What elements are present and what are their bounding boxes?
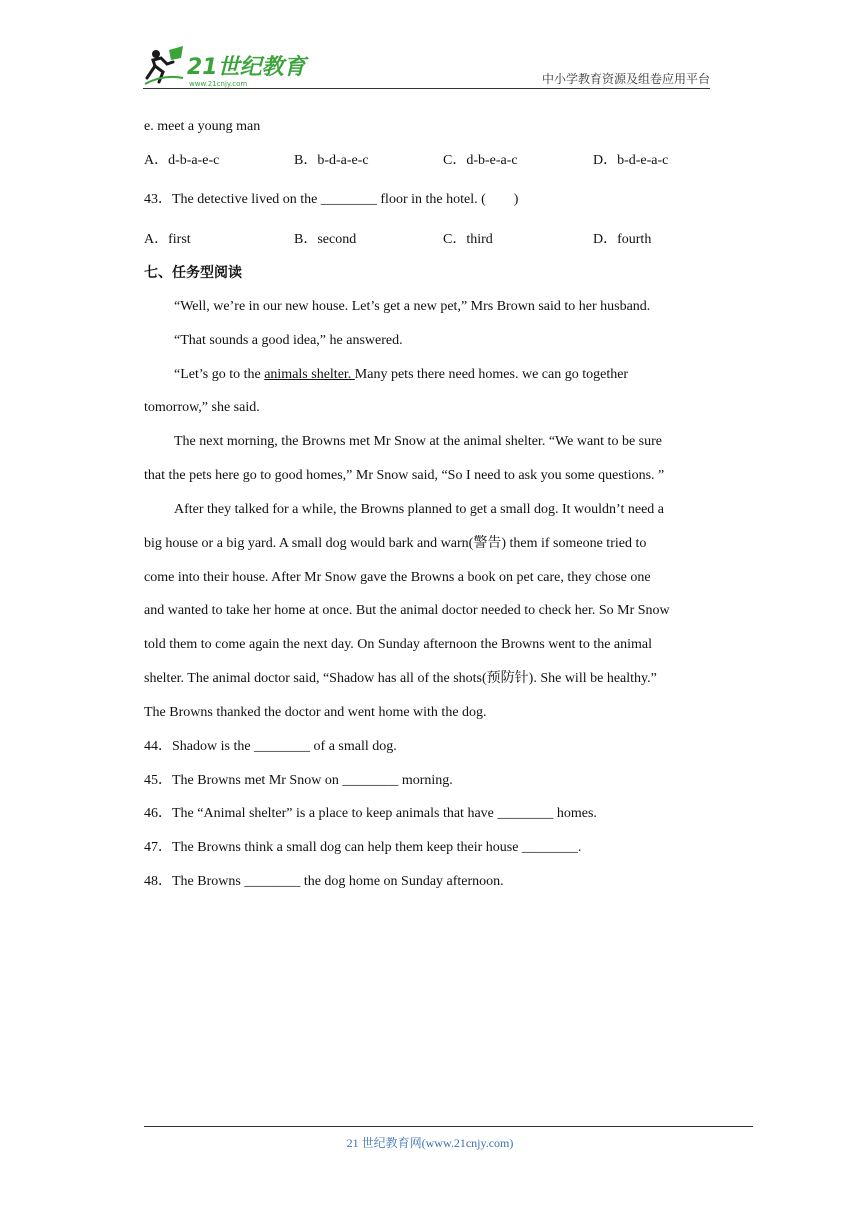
passage-line: big house or a big yard. A small dog would bark and warn(警告) them if someone tried to: [144, 536, 647, 551]
q43-option-a: A．first: [144, 232, 191, 247]
q42-option-d: D．b-d-e-a-c: [593, 153, 669, 168]
q43-stem: 43．The detective lived on the ________ floor in the hotel. ( ): [144, 192, 519, 207]
footer-link[interactable]: 21 世纪教育网(www.21cnjy.com): [346, 1136, 514, 1150]
q43-option-c: C．third: [443, 232, 493, 247]
question-45: 45．The Browns met Mr Snow on ________ morning.: [144, 773, 453, 788]
section-title: 七、任务型阅读: [144, 265, 242, 281]
q42-option-c: C．d-b-e-a-c: [443, 153, 518, 168]
passage-line: that the pets here go to good homes,” Mr Snow said, “So I need to ask you some questions. ”: [144, 468, 665, 483]
runner-icon: [145, 46, 183, 84]
passage-line: The Browns thanked the doctor and went home with the dog.: [144, 705, 487, 720]
q42-option-b: B．b-d-a-e-c: [294, 153, 369, 168]
header-divider: [143, 88, 710, 89]
question-46: 46．The “Animal shelter” is a place to keep animals that have ________ homes.: [144, 806, 597, 821]
question-44: 44．Shadow is the ________ of a small dog.: [144, 739, 397, 754]
logo-text: 21世纪教育: [187, 55, 306, 80]
passage-line: shelter. The animal doctor said, “Shadow has all of the shots(预防针). She will be healthy.”: [144, 671, 657, 686]
footer-divider: [144, 1126, 753, 1127]
logo-url: www.21cnjy.com: [189, 80, 248, 88]
passage-line: and wanted to take her home at once. But the animal doctor needed to check her. So Mr Snow: [144, 603, 670, 618]
passage-line: tomorrow,” she said.: [144, 400, 260, 415]
passage-paragraph-3: [174, 365, 628, 385]
q43-option-b: B．second: [294, 232, 357, 247]
q42-option-a: A．d-b-a-e-c: [144, 153, 220, 168]
question-47: 47．The Browns think a small dog can help them keep their house ________.: [144, 840, 582, 855]
passage-paragraph-4: The next morning, the Browns met Mr Snow at the animal shelter. “We want to be sure: [174, 434, 662, 449]
passage-paragraph-2: “That sounds a good idea,” he answered.: [174, 333, 403, 348]
passage-text: “Let’s go to the: [174, 367, 265, 382]
passage-text: Many pets there need homes. we can go together: [354, 367, 629, 382]
underlined-phrase: animals shelter.: [264, 367, 355, 382]
question-48: 48．The Browns ________ the dog home on Sunday afternoon.: [144, 874, 504, 889]
page-header: [143, 40, 710, 90]
passage-paragraph-1: “Well, we’re in our new house. Let’s get a new pet,” Mrs Brown said to her husband.: [174, 299, 651, 314]
passage-line: told them to come again the next day. On Sunday afternoon the Browns went to the animal: [144, 637, 653, 652]
passage-paragraph-5: After they talked for a while, the Browns planned to get a small dog. It wouldn’t need a: [174, 502, 664, 517]
header-platform-name: 中小学教育资源及组卷应用平台: [541, 72, 710, 86]
passage-line: come into their house. After Mr Snow gave the Browns a book on pet care, they chose one: [144, 570, 651, 585]
q43-option-d: D．fourth: [593, 232, 652, 247]
logo-21cnjy: [143, 44, 313, 90]
q42-item-e: e. meet a young man: [144, 119, 261, 134]
